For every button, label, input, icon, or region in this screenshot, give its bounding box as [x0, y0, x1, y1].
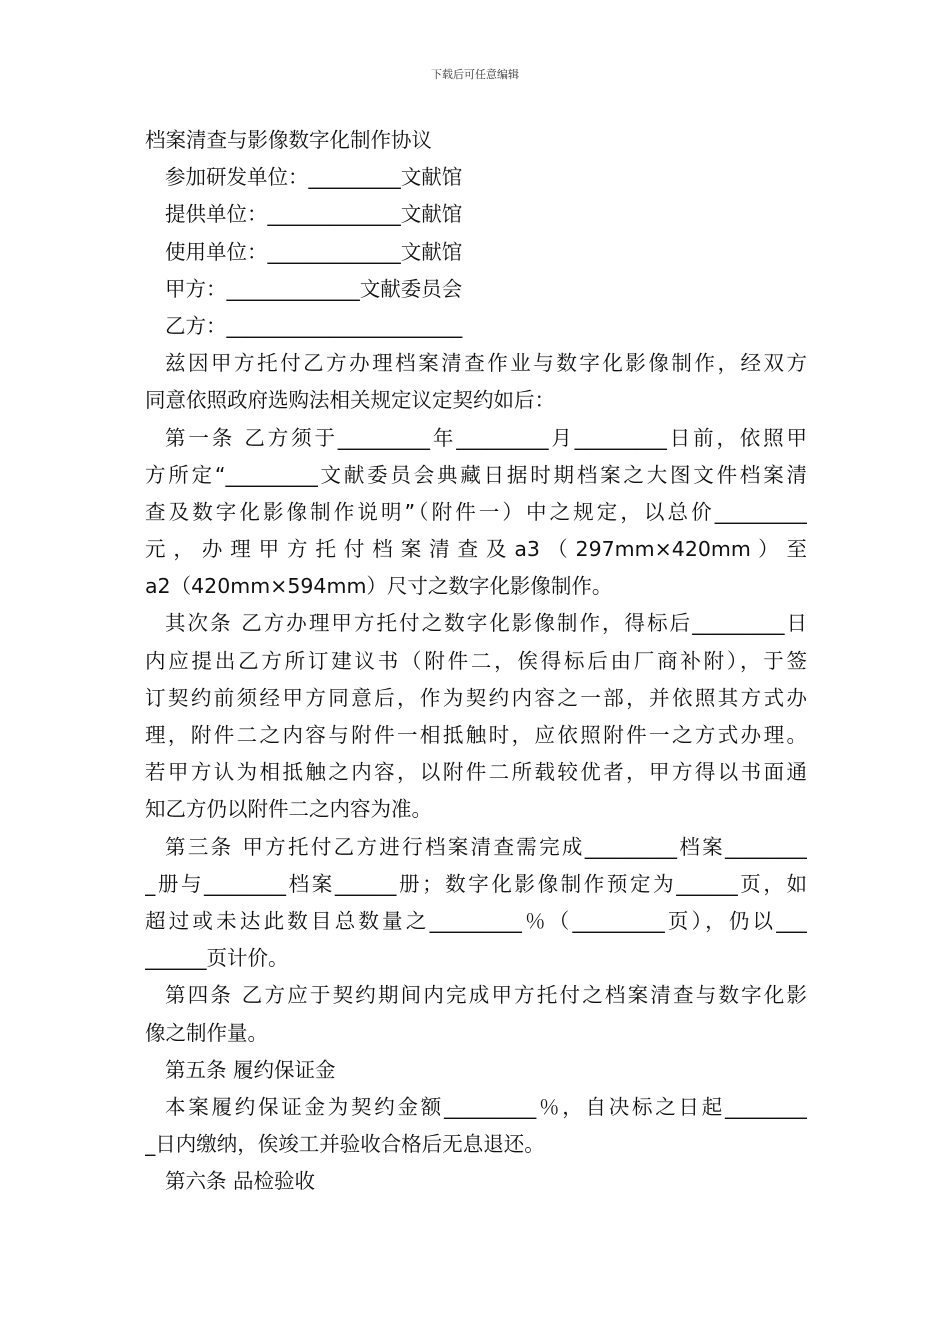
document-line: 第一条 乙方须于_________年_________月_________日前，依照甲 — [165, 425, 807, 450]
document-line: 像之制作量。 — [145, 1020, 268, 1045]
document-line: 理，附件二之内容与附件一相抵触时，应依照附件一之方式办理。 — [145, 723, 807, 747]
document-line: 甲方：_____________文献委员会 — [165, 276, 463, 301]
document-line: 内应提出乙方所订建议书（附件二，俟得标后由厂商补附），于签 — [145, 648, 807, 673]
document-body — [145, 122, 807, 1200]
document-line: 兹因甲方托付乙方办理档案清查作业与数字化影像制作，经双方 — [165, 351, 807, 376]
document-line: _日内缴纳，俟竣工并验收合格后无息退还。 — [145, 1132, 545, 1157]
document-line: 其次条 乙方办理甲方托付之数字化影像制作，得标后_________日 — [165, 611, 807, 636]
document-title: 档案清查与影像数字化制作协议 — [145, 128, 432, 152]
document-line: ______页计价。 — [145, 946, 289, 971]
document-line: 第五条 履约保证金 — [165, 1057, 336, 1082]
document-line: 第三条 甲方托付乙方进行档案清查需完成_________档案________ — [165, 834, 807, 859]
document-line: 超过或未达此数目总数量之_________％（_________页），仍以___ — [145, 908, 807, 933]
document-line: 使用单位：_____________文献馆 — [165, 239, 463, 264]
document-line: _册与________档案______册；数字化影像制作预定为______页，如 — [145, 871, 807, 896]
document-line: 第六条 品检验收 — [165, 1169, 316, 1194]
document-line: 乙方：_______________________ — [165, 313, 463, 338]
page-header-note: 下载后可任意编辑 — [431, 68, 519, 81]
document-line: 知乙方仍以附件二之内容为准。 — [145, 797, 432, 822]
document-line: 提供单位：_____________文献馆 — [165, 202, 463, 227]
document-line: 方所定“_________文献委员会典藏日据时期档案之大图文件档案清 — [145, 462, 807, 487]
document-line: 同意依照政府选购法相关规定议定契约如后： — [145, 388, 555, 413]
document-line: a2（420mm×594mm）尺寸之数字化影像制作。 — [145, 574, 613, 599]
document-line: 查及数字化影像制作说明”（附件一）中之规定，以总价_________ — [145, 499, 807, 524]
document-line: 订契约前须经甲方同意后，作为契约内容之一部，并依照其方式办 — [145, 685, 807, 710]
document-line: 本案履约保证金为契约金额_________％，自决标之日起________ — [165, 1094, 807, 1119]
document-line: 第四条 乙方应于契约期间内完成甲方托付之档案清查与数字化影 — [165, 983, 807, 1008]
document-line: 元 ， 办 理 甲 方 托 付 档 案 清 查 及 a3 （ 297mm×420mm ） 至 — [145, 537, 807, 562]
document-line: 参加研发单位：_________文献馆 — [165, 165, 463, 190]
document-line: 若甲方认为相抵触之内容，以附件二所载较优者，甲方得以书面通 — [145, 760, 807, 785]
